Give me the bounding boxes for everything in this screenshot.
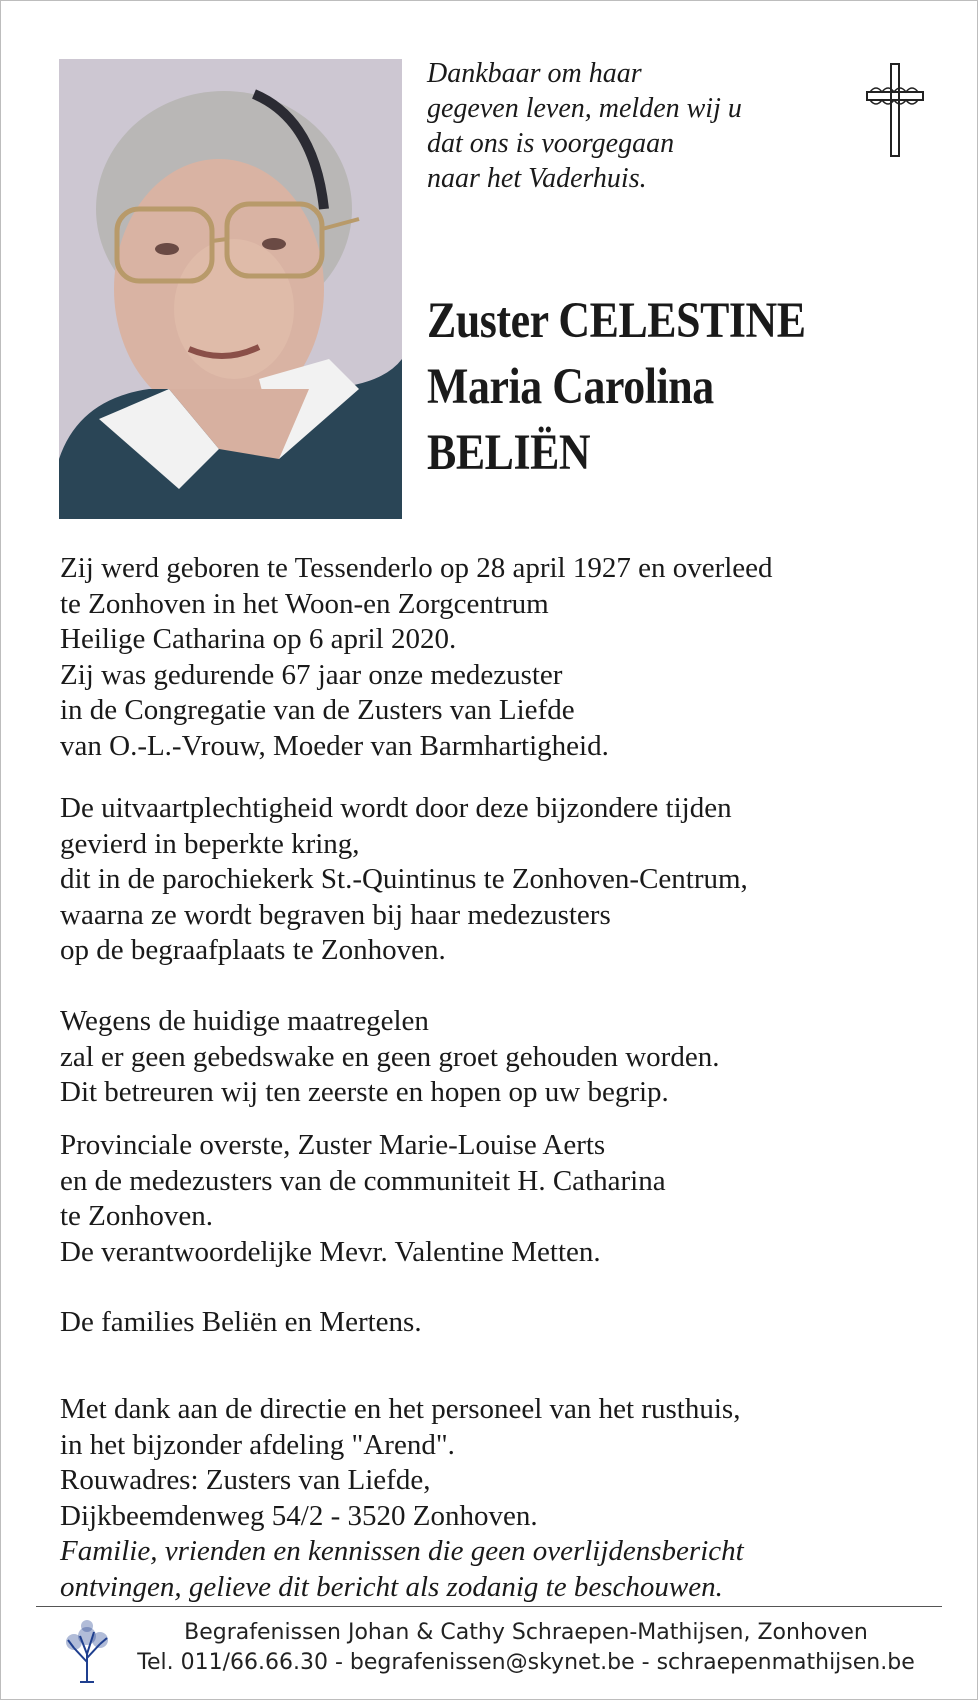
funeral-home-footer <box>126 1618 926 1678</box>
signers-paragraph <box>60 1128 960 1270</box>
text-line: zal er geen gebedswake en geen groet gehouden worden. <box>60 1040 720 1073</box>
name-line: Maria Carolina <box>427 359 714 415</box>
funeral-paragraph <box>60 791 960 969</box>
text-line: in de Congregatie van de Zusters van Liefde <box>60 694 575 726</box>
funeral-home-contact: Tel. 011/66.66.30 - begrafenissen@skynet.be - schraepenmathijsen.be <box>137 1650 915 1675</box>
intro-line: dat ons is voorgegaan <box>427 128 675 159</box>
text-line: De families Beliën en Mertens. <box>60 1306 422 1338</box>
intro-line: naar het Vaderhuis. <box>427 163 647 194</box>
name-line: BELIËN <box>427 425 591 481</box>
text-line: in het bijzonder afdeling "Arend". <box>60 1428 455 1461</box>
intro-text <box>427 56 827 196</box>
text-line: Rouwadres: Zusters van Liefde, <box>60 1464 431 1496</box>
text-line: Wegens de huidige maatregelen <box>60 1005 429 1037</box>
families-paragraph <box>60 1305 960 1341</box>
text-line: Met dank aan de directie en het personeel van het rusthuis, <box>60 1393 741 1425</box>
text-line: Dijkbeemdenweg 54/2 - 3520 Zonhoven. <box>60 1499 538 1532</box>
text-line: Heilige Catharina op 6 april 2020. <box>60 623 457 655</box>
notice-paragraph <box>60 1534 960 1605</box>
text-line: te Zonhoven. <box>60 1200 214 1232</box>
intro-line: gegeven leven, melden wij u <box>427 93 742 124</box>
text-line: van O.-L.-Vrouw, Moeder van Barmhartigheid. <box>60 729 609 762</box>
name-line: Zuster CELESTINE <box>427 293 806 349</box>
measures-paragraph <box>60 1004 960 1111</box>
text-line: op de begraafplaats te Zonhoven. <box>60 934 446 966</box>
thanks-paragraph <box>60 1392 960 1463</box>
intro-line: Dankbaar om haar <box>427 58 642 89</box>
text-line: Dit betreuren wij ten zeerste en hopen op uw begrip. <box>60 1076 669 1108</box>
text-line: waarna ze wordt begraven bij haar medezusters <box>60 898 611 931</box>
birth-paragraph <box>60 551 960 764</box>
tree-logo-icon <box>62 1618 112 1684</box>
text-line: De uitvaartplechtigheid wordt door deze bijzondere tijden <box>60 792 732 824</box>
text-line: Familie, vrienden en kennissen die geen overlijdensbericht <box>60 1535 744 1567</box>
text-line: dit in de parochiekerk St.-Quintinus te Zonhoven-Centrum, <box>60 863 748 895</box>
text-line: en de medezusters van de communiteit H. Catharina <box>60 1164 666 1197</box>
text-line: ontvingen, gelieve dit bericht als zodanig te beschouwen. <box>60 1570 723 1603</box>
text-line: Zij was gedurende 67 jaar onze medezuster <box>60 658 563 691</box>
deceased-name <box>427 288 957 486</box>
text-line: De verantwoordelijke Mevr. Valentine Metten. <box>60 1235 601 1268</box>
text-line: Provinciale overste, Zuster Marie-Louise Aerts <box>60 1129 606 1161</box>
funeral-home-name: Begrafenissen Johan & Cathy Schraepen-Mathijsen, Zonhoven <box>184 1620 868 1645</box>
text-line: Zij werd geboren te Tessenderlo op 28 april 1927 en overleed <box>60 552 773 584</box>
text-line: te Zonhoven in het Woon-en Zorgcentrum <box>60 587 549 620</box>
text-line: gevierd in beperkte kring, <box>60 827 360 860</box>
address-paragraph <box>60 1463 960 1534</box>
cross-icon <box>864 62 928 158</box>
portrait-photo <box>59 59 402 519</box>
footer-divider <box>36 1606 942 1607</box>
